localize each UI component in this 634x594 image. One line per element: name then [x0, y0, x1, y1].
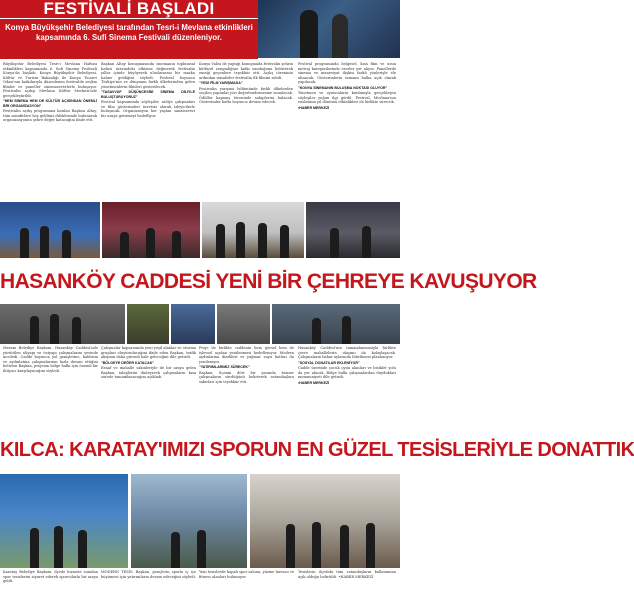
photo-figure: [146, 228, 155, 258]
paragraph: Hasanköy Caddesi'nin tamamlanmasıyla birlikte çevre mahallelerin ulaşımı da kolaylaşacak. Çalışmaların bahar aylarında bitirilmesi planlanıyor.: [298, 346, 396, 359]
paragraph: Yeni tesislerde kapalı spor salonu, yüzme havuzu ve fitness alanları bulunuyor.: [199, 570, 294, 579]
paragraph: Başkan, ilçenin dört bir yanında benzer çalışmaların sürdüğünü belirterek vatandaşlara sabırları için teşekkür etti.: [199, 370, 294, 384]
subheading: "YEDİ FİLM YARIŞMADA": [199, 81, 243, 85]
photo-figure: [30, 528, 39, 568]
photo-figure: [340, 525, 349, 568]
photo-street-inspection: [0, 304, 125, 344]
photo-figure: [312, 318, 321, 344]
photo-figure: [172, 231, 181, 258]
article3-column-3: [199, 570, 294, 592]
subheading: "TASAVVUF DÜŞÜNCESİNİ SİNEMA DİLİYLE BULUŞTURUYORUZ": [101, 90, 195, 99]
photo-panel: [306, 202, 400, 258]
article1-column-3: [199, 62, 293, 200]
photo-ceremony-top: [258, 0, 400, 58]
photo-street-work: [217, 304, 270, 344]
paragraph: Karatay Belediye Başkanı, ilçede hizmete sunulan spor tesislerini ziyaret ederek sporcularla bir araya geldi.: [3, 570, 98, 583]
photo-street-work: [127, 304, 169, 344]
photo-figure: [171, 532, 180, 568]
subheading: "YATIRIMLARIMIZ SÜRECEK": [199, 365, 250, 369]
subheading: "SOSYAL DONATILAR EKLENİYOR": [298, 360, 360, 365]
photo-guests: [202, 202, 304, 258]
article2-column-4: [298, 346, 396, 426]
photo-figure: [78, 530, 87, 568]
photo-figure: [120, 232, 129, 258]
photo-figure: [197, 530, 206, 568]
article1-headline: FESTİVALİ BAŞLADI: [43, 0, 215, 18]
paragraph: Proje ile birlikte caddenin hem görsel hem de işlevsel açıdan yenilenmesi hedefleniyor. Modern aydınlatma direkleri ve yağmur suyu hatları da yenileniyor.: [199, 346, 294, 364]
photo-figure: [236, 222, 245, 258]
paragraph: Yönetmen ve oyuncuların katılımıyla gerçekleşen söyleşiler yoğun ilgi gördü. Festival, Mevlana'nın vuslatının yıl dönümü etkinlikleri ile birlikte sürecek.: [298, 91, 396, 104]
photo-audience: [102, 202, 200, 258]
article2-column-3: [199, 346, 294, 426]
paragraph: Çalışmalar kapsamında yeni yeşil alanlar ve oturma grupları oluşturulacağını ifade eden Başkan, trafik akışının daha güvenli hale geleceğini dile getirdi.: [101, 346, 196, 359]
article1-column-1: [3, 62, 97, 200]
article3-headline: KILCA: KARATAY'IMIZI SPORUN EN GÜZEL TESİSLERİYLE DONATTIK: [0, 439, 634, 461]
paragraph: Konya Valisi de yaptığı konuşmada festivalin şehrin kültürel zenginliğine katkı sunduğunu belirterek emeği geçenlere teşekkür etti. Açılış töreninin ardından misafirler festivalin ilk filmini izledi.: [199, 62, 293, 80]
photo-figure: [342, 316, 351, 344]
photo-figure: [366, 523, 375, 568]
photo-figure: [40, 226, 49, 258]
photo-figure: [332, 14, 348, 58]
subtitle-line: kapsamında 6. Sufi Sinema Festivali düzenleniyor.: [36, 33, 222, 42]
byline: •HABER MERKEZİ: [298, 380, 330, 385]
photo-figure: [362, 226, 371, 258]
article1-column-2: [101, 62, 195, 200]
subheading: "KONYA SİNEMANIN BULUŞMA NOKTASI OLUYOR": [298, 85, 388, 90]
paragraph: Festivalin açılış programına katılan Başkan Altay, tüm misafirlere hoş geldiniz dileklerinde bulunarak organizasyonun şehre değer katacağını ifade etti.: [3, 109, 97, 122]
paragraph: Tesislerin ilçedeki tüm vatandaşların kullanımına açık olduğu belirtildi. •HABER MERKEZİ: [298, 570, 396, 579]
article3-column-1: [3, 570, 98, 592]
photo-sports-hall: [131, 474, 247, 568]
photo-street-view: [272, 304, 400, 344]
article3-column-2: [101, 570, 196, 592]
article2-column-1: [3, 346, 98, 426]
photo-figure: [312, 522, 321, 568]
photo-sports-visit: [250, 474, 400, 568]
photo-stage: [0, 202, 100, 258]
photo-figure: [54, 526, 63, 568]
paragraph: Cadde üzerinde çocuk oyun alanları ve bisiklet yolu da yer alacak. Bölge halkı çalışmalardan duydukları memnuniyeti dile getirdi.: [298, 366, 396, 379]
photo-figure: [280, 225, 289, 258]
paragraph: Festival programında belgesel, kısa film ve uzun metraj kategorilerinde eserler yer alıyor. Panellerde sinema ve maneviyat ilişkisi farklı yönleriyle ele alınacak. Gösterimlerin tamamı halka açık olarak yapılacak.: [298, 62, 396, 84]
subheading: "BÖLGEYE DEĞER KATACAK": [101, 360, 154, 365]
photo-figure: [20, 228, 29, 258]
paragraph: Esnaf ve mahalle sakinleriyle de bir araya gelen Başkan, taleplerini dinleyerek çalışmaların kısa sürede tamamlanacağını açıkladı.: [101, 366, 196, 379]
photo-figure: [30, 316, 39, 344]
paragraph: Başkan Altay konuşmasında sinemanın toplumsal hafıza üzerindeki etkisine değinerek festivalin yıllar içinde büyüyerek uluslararası bir marka haline geldiğini söyledi. Festival boyunca Türkiye'nin ve dünyanın farklı ülkelerinden gelen yönetmenlerin filmleri gösterilecek.: [101, 62, 195, 89]
article2-column-2: [101, 346, 196, 426]
paragraph: Meram Belediye Başkanı, Hasanköy Caddesi'nde yürütülen altyapı ve üstyapı çalışmalarını yerinde inceledi. Cadde boyunca yol genişletme, kaldırım ve aydınlatma çalışmalarının hızla devam ettiğini belirten Başkan, projenin bölge halkı için önemli bir ihtiyacı karşılayacağını söyledi.: [3, 346, 99, 373]
subtitle-line: Konya Büyükşehir Belediyesi tarafından Tesri-i Mevlana etkinlikleri: [5, 23, 253, 32]
article3-column-4: [298, 570, 396, 592]
paragraph: Büyükşehir Belediyesi Tesri-i Mevlana Haftası etkinlikleri kapsamında 6. Sufi Sinema Festivali Konya'da başladı. Konya Büyükşehir Belediyesi, Kültür ve Turizm Bakanlığı ile Konya Ticaret Odası'nın katkılarıyla düzenlenen festivalde seçkin filmler ve paneller sinemaseverlerle buluşuyor. Festivalin açılışı Mevlana Kültür Merkezi'nde gerçekleştirildi.: [3, 62, 97, 98]
photo-sports-facility: [0, 474, 128, 568]
photo-figure: [72, 317, 81, 344]
byline: •HABER MERKEZİ: [298, 105, 330, 110]
article1-subtitle: [0, 19, 258, 59]
article1-column-4: [298, 62, 396, 200]
photo-figure: [286, 524, 295, 568]
photo-figure: [50, 314, 59, 344]
photo-street-work: [171, 304, 215, 344]
photo-figure: [258, 223, 267, 258]
photo-figure: [300, 10, 318, 58]
paragraph: Festivalin yarışma bölümünde farklı ülkelerden seçilen yapımlar jüri değerlendirmesine sunulacak. Ödüller kapanış töreninde sahiplerini bulacak. Gösterimler hafta boyunca devam edecek.: [199, 86, 293, 104]
photo-figure: [62, 230, 71, 258]
paragraph: Festival kapsamında söyleşiler, atölye çalışmaları ve film gösterimleri ücretsiz olarak izleyicilerle buluşacak. Organizasyon her yaştan sanatseveri bir araya getirmeyi hedefliyor.: [101, 100, 195, 118]
article2-headline: HASANKÖY CADDESİ YENİ BİR ÇEHREYE KAVUŞUYOR: [0, 270, 537, 293]
subheading: "HEM SİNEMA HEM DE KÜLTÜR AÇISINDAN ÖNEMLİ BİR ORGANİZASYON": [3, 99, 97, 108]
photo-figure: [330, 228, 339, 258]
photo-figure: [216, 224, 225, 258]
paragraph: MODERN TESİS. Başkan, gençlerin sporla iç içe büyümesi için yatırımların devam edeceğini söyledi.: [101, 570, 196, 579]
